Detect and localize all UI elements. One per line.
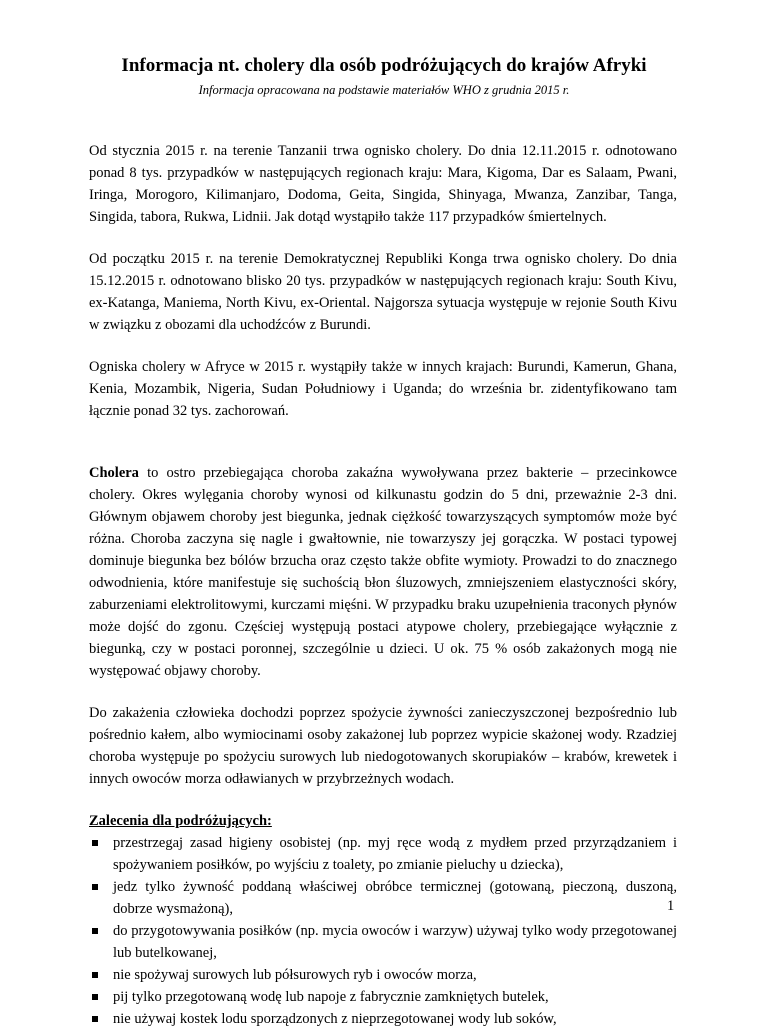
list-item: nie spożywaj surowych lub półsurowych ryb i owoców morza, — [89, 964, 677, 986]
cholera-description: to ostro przebiegająca choroba zakaźna wywoływana przez bakterie – przecinkowce cholery. Okres wylęgania choroby wynosi od kilkunastu godzin do 5 dni, przeważnie 2-3 dni. Głównym objawem choroby jest biegunka, jednak ciężkość towarzyszących symptomów może być różna. Choroba zaczyna się nagle i gwałtownie, nie towarzyszy jej gorączka. W postaci typowej dominuje biegunka bez bólów brzucha oraz często także obfite wymioty. Prowadzi to do znacznego odwodnienia, które manifestuje się suchością błon śluzowych, zmniejszeniem elastyczności skóry, zaburzeniami elektrolitowymi, kurczami mięśni. W przypadku braku uzupełnienia traconych płynów może dojść do zgonu. Częściej występują postaci atypowe cholery, przebiegające wyłącznie z biegunką, czy w postaci poronnej, szczególnie u dzieci. U ok. 75 % osób zakażonych mogą nie występować objawy choroby. — [89, 465, 677, 679]
paragraph-other-countries: Ogniska cholery w Afryce w 2015 r. wystąpiły także w innych krajach: Burundi, Kamerun, Ghana, Kenia, Mozambik, Nigeria, Sudan Południowy i Uganda; do września br. zidentyfikowano tam łącznie ponad 32 tys. zachorowań. — [89, 359, 677, 419]
cholera-term: Cholera — [89, 465, 139, 481]
document-title: Informacja nt. cholery dla osób podróżujących do krajów Afryki — [121, 55, 647, 76]
page-number: 1 — [667, 898, 675, 914]
list-item: przestrzegaj zasad higieny osobistej (np. myj ręce wodą z mydłem przed przyrządzaniem i spożywaniem posiłków, po wyjściu z toalety, po zmianie pieluchy u dziecka), — [89, 832, 677, 876]
document-subtitle: Informacja opracowana na podstawie materiałów WHO z grudnia 2015 r. — [198, 83, 570, 97]
paragraph-transmission: Do zakażenia człowieka dochodzi poprzez spożycie żywności zanieczyszczonej bezpośrednio lub pośrednio kałem, albo wymiocinami osoby zakażonej lub poprzez wypicie skażonej wody. Rzadziej choroba występuje po spożyciu surowych lub niedogotowanych skorupiaków – krabów, krewetek i innych owoców morza odławianych w przybrzeżnych wodach. — [89, 705, 677, 787]
list-item: pij tylko przegotowaną wodę lub napoje z fabrycznie zamkniętych butelek, — [89, 986, 677, 1008]
list-item: nie używaj kostek lodu sporządzonych z nieprzegotowanej wody lub soków, — [89, 1008, 677, 1030]
paragraph-congo: Od początku 2015 r. na terenie Demokratycznej Republiki Konga trwa ognisko cholery. Do dnia 15.12.2015 r. odnotowano blisko 20 tys. przypadków w następujących regionach kraju: South Kivu, ex-Katanga, Maniema, North Kivu, ex-Oriental. Najgorsza sytuacja występuje w rejonie South Kivu w związku z obozami dla uchodźców z Burundi. — [89, 251, 677, 333]
document-body — [89, 140, 677, 1030]
recommendations-heading: Zalecenia dla podróżujących: — [89, 813, 272, 829]
paragraph-cholera-definition — [89, 462, 677, 682]
list-item: do przygotowywania posiłków (np. mycia owoców i warzyw) używaj tylko wody przegotowanej lub butelkowanej, — [89, 920, 677, 964]
list-item: jedz tylko żywność poddaną właściwej obróbce termicznej (gotowaną, pieczoną, duszoną, dobrze wysmażoną), — [89, 876, 677, 920]
paragraph-tanzania: Od stycznia 2015 r. na terenie Tanzanii trwa ognisko cholery. Do dnia 12.11.2015 r. odnotowano ponad 8 tys. przypadków w następujących regionach kraju: Mara, Kigoma, Dar es Salaam, Pwani, Iringa, Morogoro, Kilimanjaro, Dodoma, Geita, Singida, Shinyaga, Mwanza, Zanzibar, Tanga, Singida, tabora, Rukwa, Lidnii. Jak dotąd wystąpiło także 117 przypadków śmiertelnych. — [89, 143, 677, 225]
recommendations-list — [89, 832, 677, 1030]
